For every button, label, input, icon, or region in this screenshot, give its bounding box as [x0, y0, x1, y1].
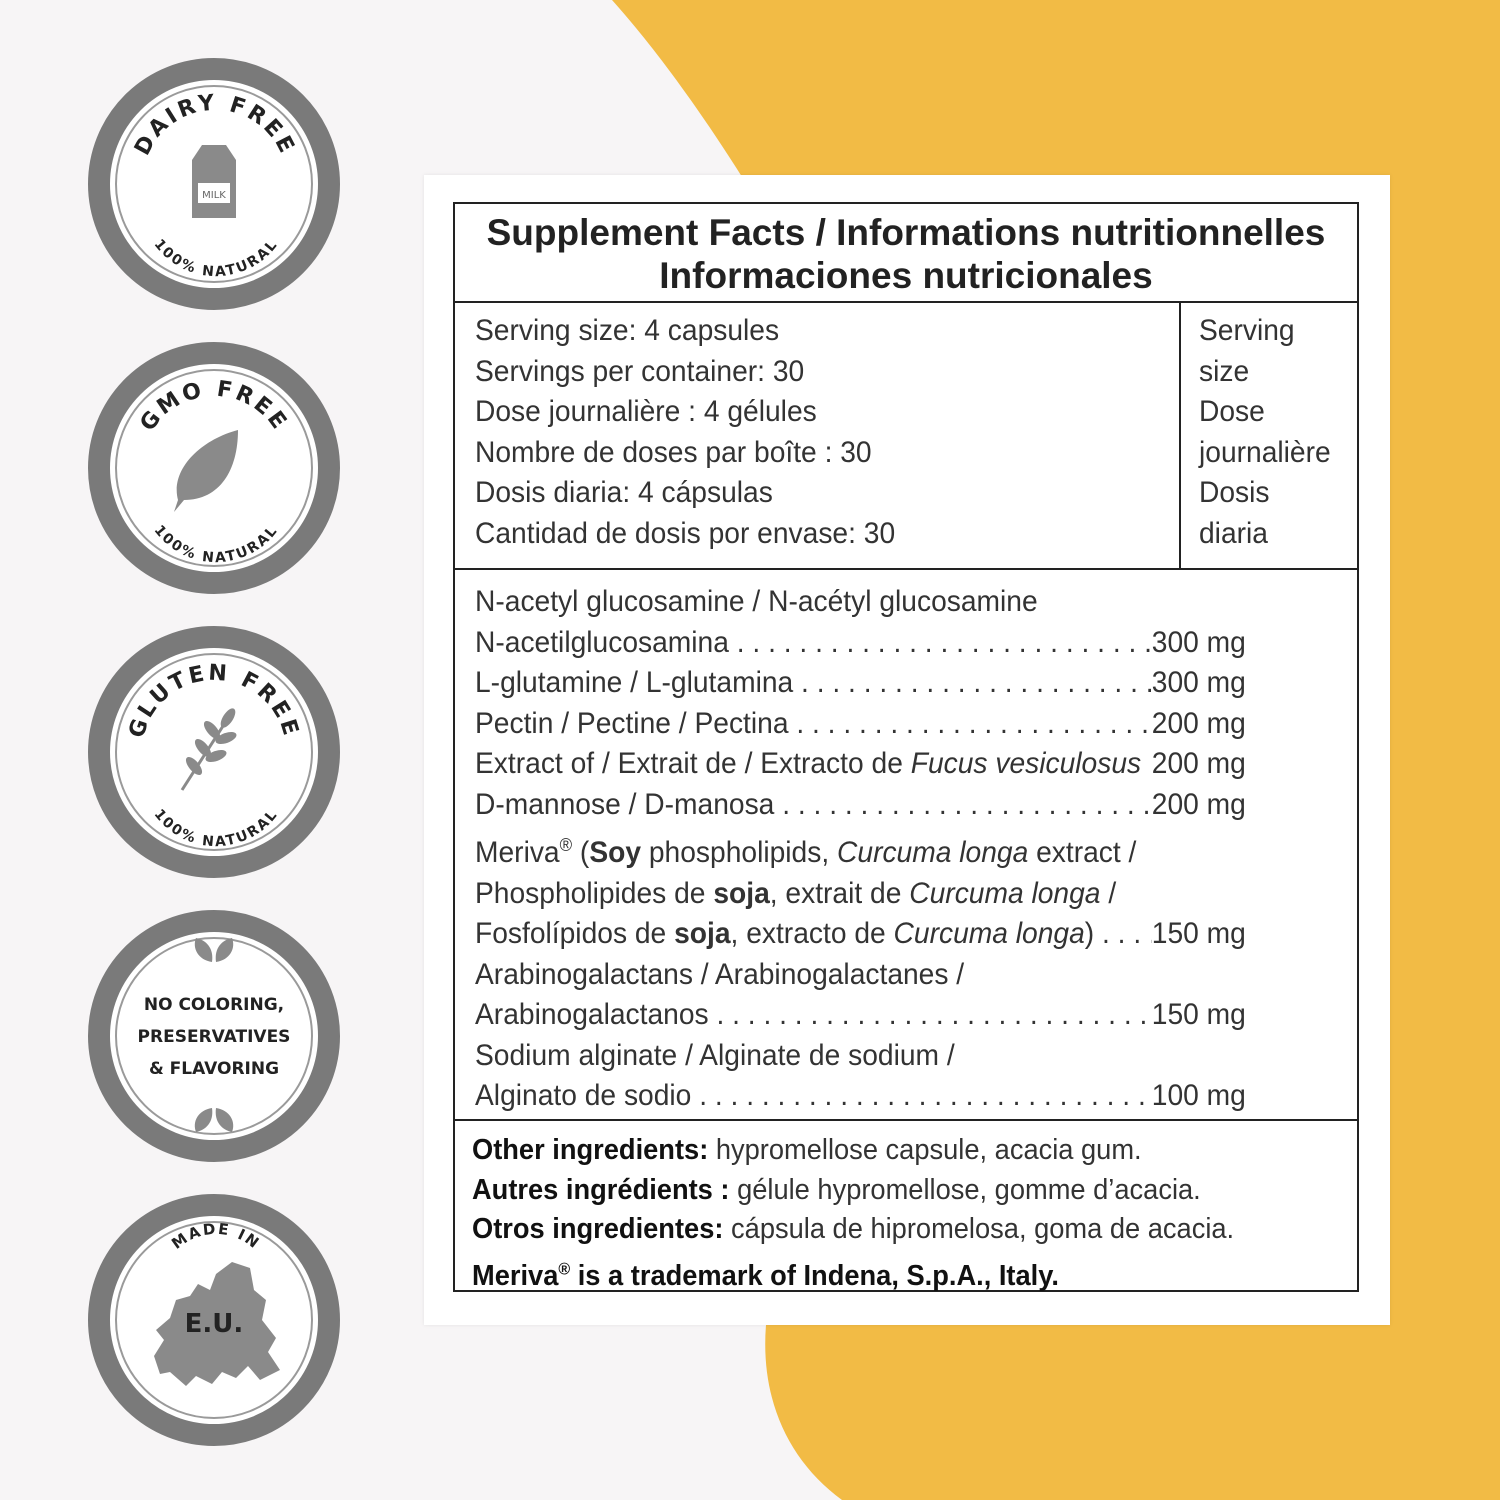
other-ingredients-section [455, 1121, 1357, 1297]
gmo-free-badge [99, 353, 329, 583]
trademark-note: Meriva® is a trademark of Indena, S.p.A., Italy. [472, 1259, 1059, 1293]
other-ingredients-fr: Autres ingrédients : gélule hypromellose, gomme d’acacia. [472, 1173, 1201, 1206]
supplement-facts-panel [453, 202, 1359, 1292]
ingredient-row: Sodium alginate / Alginate de sodium / [475, 1038, 955, 1072]
ingredient-row: Alginato de sodio . . . 100 mg [475, 1076, 1304, 1117]
dairy-free-label: DAIRY FREE [130, 90, 300, 160]
serving-info [455, 303, 1181, 568]
ingredient-row: Phospholipides de soja, extrait de Curcuma longa / [475, 876, 1117, 910]
svg-text:GMO FREE: GMO FREE [135, 376, 293, 437]
ingredient-row: Arabinogalactans / Arabinogalactanes / [475, 957, 965, 991]
title-line-2: Informaciones nutricionales [659, 255, 1153, 296]
serving-line: Dose journalière : 4 gélules [475, 395, 817, 428]
ingredient-row: Pectin / Pectine / Pectina . . . 200 mg [475, 704, 1304, 745]
svg-text:& FLAVORING: & FLAVORING [148, 1059, 280, 1079]
serving-line: Serving size: 4 capsules [475, 314, 780, 347]
serving-line: Cantidad de dosis por envase: 30 [475, 516, 896, 550]
gluten-free-badge [99, 637, 329, 867]
other-ingredients-en: Other ingredients: hypromellose capsule, acacia gum. [472, 1134, 1142, 1166]
serving-column-header: Serving size Dose journalière Dosis diaria [1199, 314, 1331, 550]
svg-text:100% NATURAL: 100% NATURAL [150, 806, 282, 851]
svg-text:PRESERVATIVES: PRESERVATIVES [137, 1027, 291, 1047]
svg-text:100% NATURAL: 100% NATURAL [150, 522, 282, 567]
badges-column [0, 0, 400, 1500]
ingredient-row: Meriva® (Soy phospholipids, Curcuma longa extract / [475, 835, 1137, 869]
svg-text:NO COLORING,: NO COLORING, [143, 995, 285, 1015]
svg-text:E.U.: E.U. [184, 1309, 244, 1339]
ingredient-row: N-acetilglucosamina . . . 300 mg [475, 623, 1304, 664]
ingredient-row: N-acetyl glucosamine / N-acétyl glucosamine [475, 585, 1038, 618]
ingredient-row: Fosfolípidos de soja, extracto de Curcuma longa) . . . 150 mg [475, 914, 1304, 955]
ingredient-row: Extract of / Extrait de / Extracto de Fucus vesiculosus 200 mg [475, 747, 1246, 780]
serving-section [455, 303, 1357, 570]
ingredient-row: Arabinogalactanos . . . 150 mg [475, 995, 1304, 1036]
no-coloring-badge [99, 921, 329, 1151]
svg-text:MILK: MILK [202, 190, 226, 201]
ingredients-section [455, 570, 1357, 1121]
serving-line: Dosis diaria: 4 cápsulas [475, 476, 773, 509]
milk-carton-icon [192, 145, 236, 218]
serving-line: Servings per container: 30 [475, 354, 805, 388]
dairy-free-badge [99, 69, 329, 299]
dairy-natural-label: 100% NATURAL [150, 236, 282, 281]
svg-text:MADE IN: MADE IN [168, 1219, 264, 1253]
serving-line: Nombre de doses par boîte : 30 [475, 435, 872, 469]
svg-text:GLUTEN FREE: GLUTEN FREE [124, 660, 304, 742]
ingredient-row: D-mannose / D-manosa . . . 200 mg [475, 785, 1304, 826]
made-in-eu-badge [99, 1205, 329, 1435]
supplement-facts-header [455, 204, 1357, 303]
ingredient-row: L-glutamine / L-glutamina . . . 300 mg [475, 663, 1304, 704]
title-line-1: Supplement Facts / Informations nutritionnelles [486, 212, 1326, 253]
other-ingredients-es: Otros ingredientes: cápsula de hipromelosa, goma de acacia. [472, 1213, 1235, 1245]
